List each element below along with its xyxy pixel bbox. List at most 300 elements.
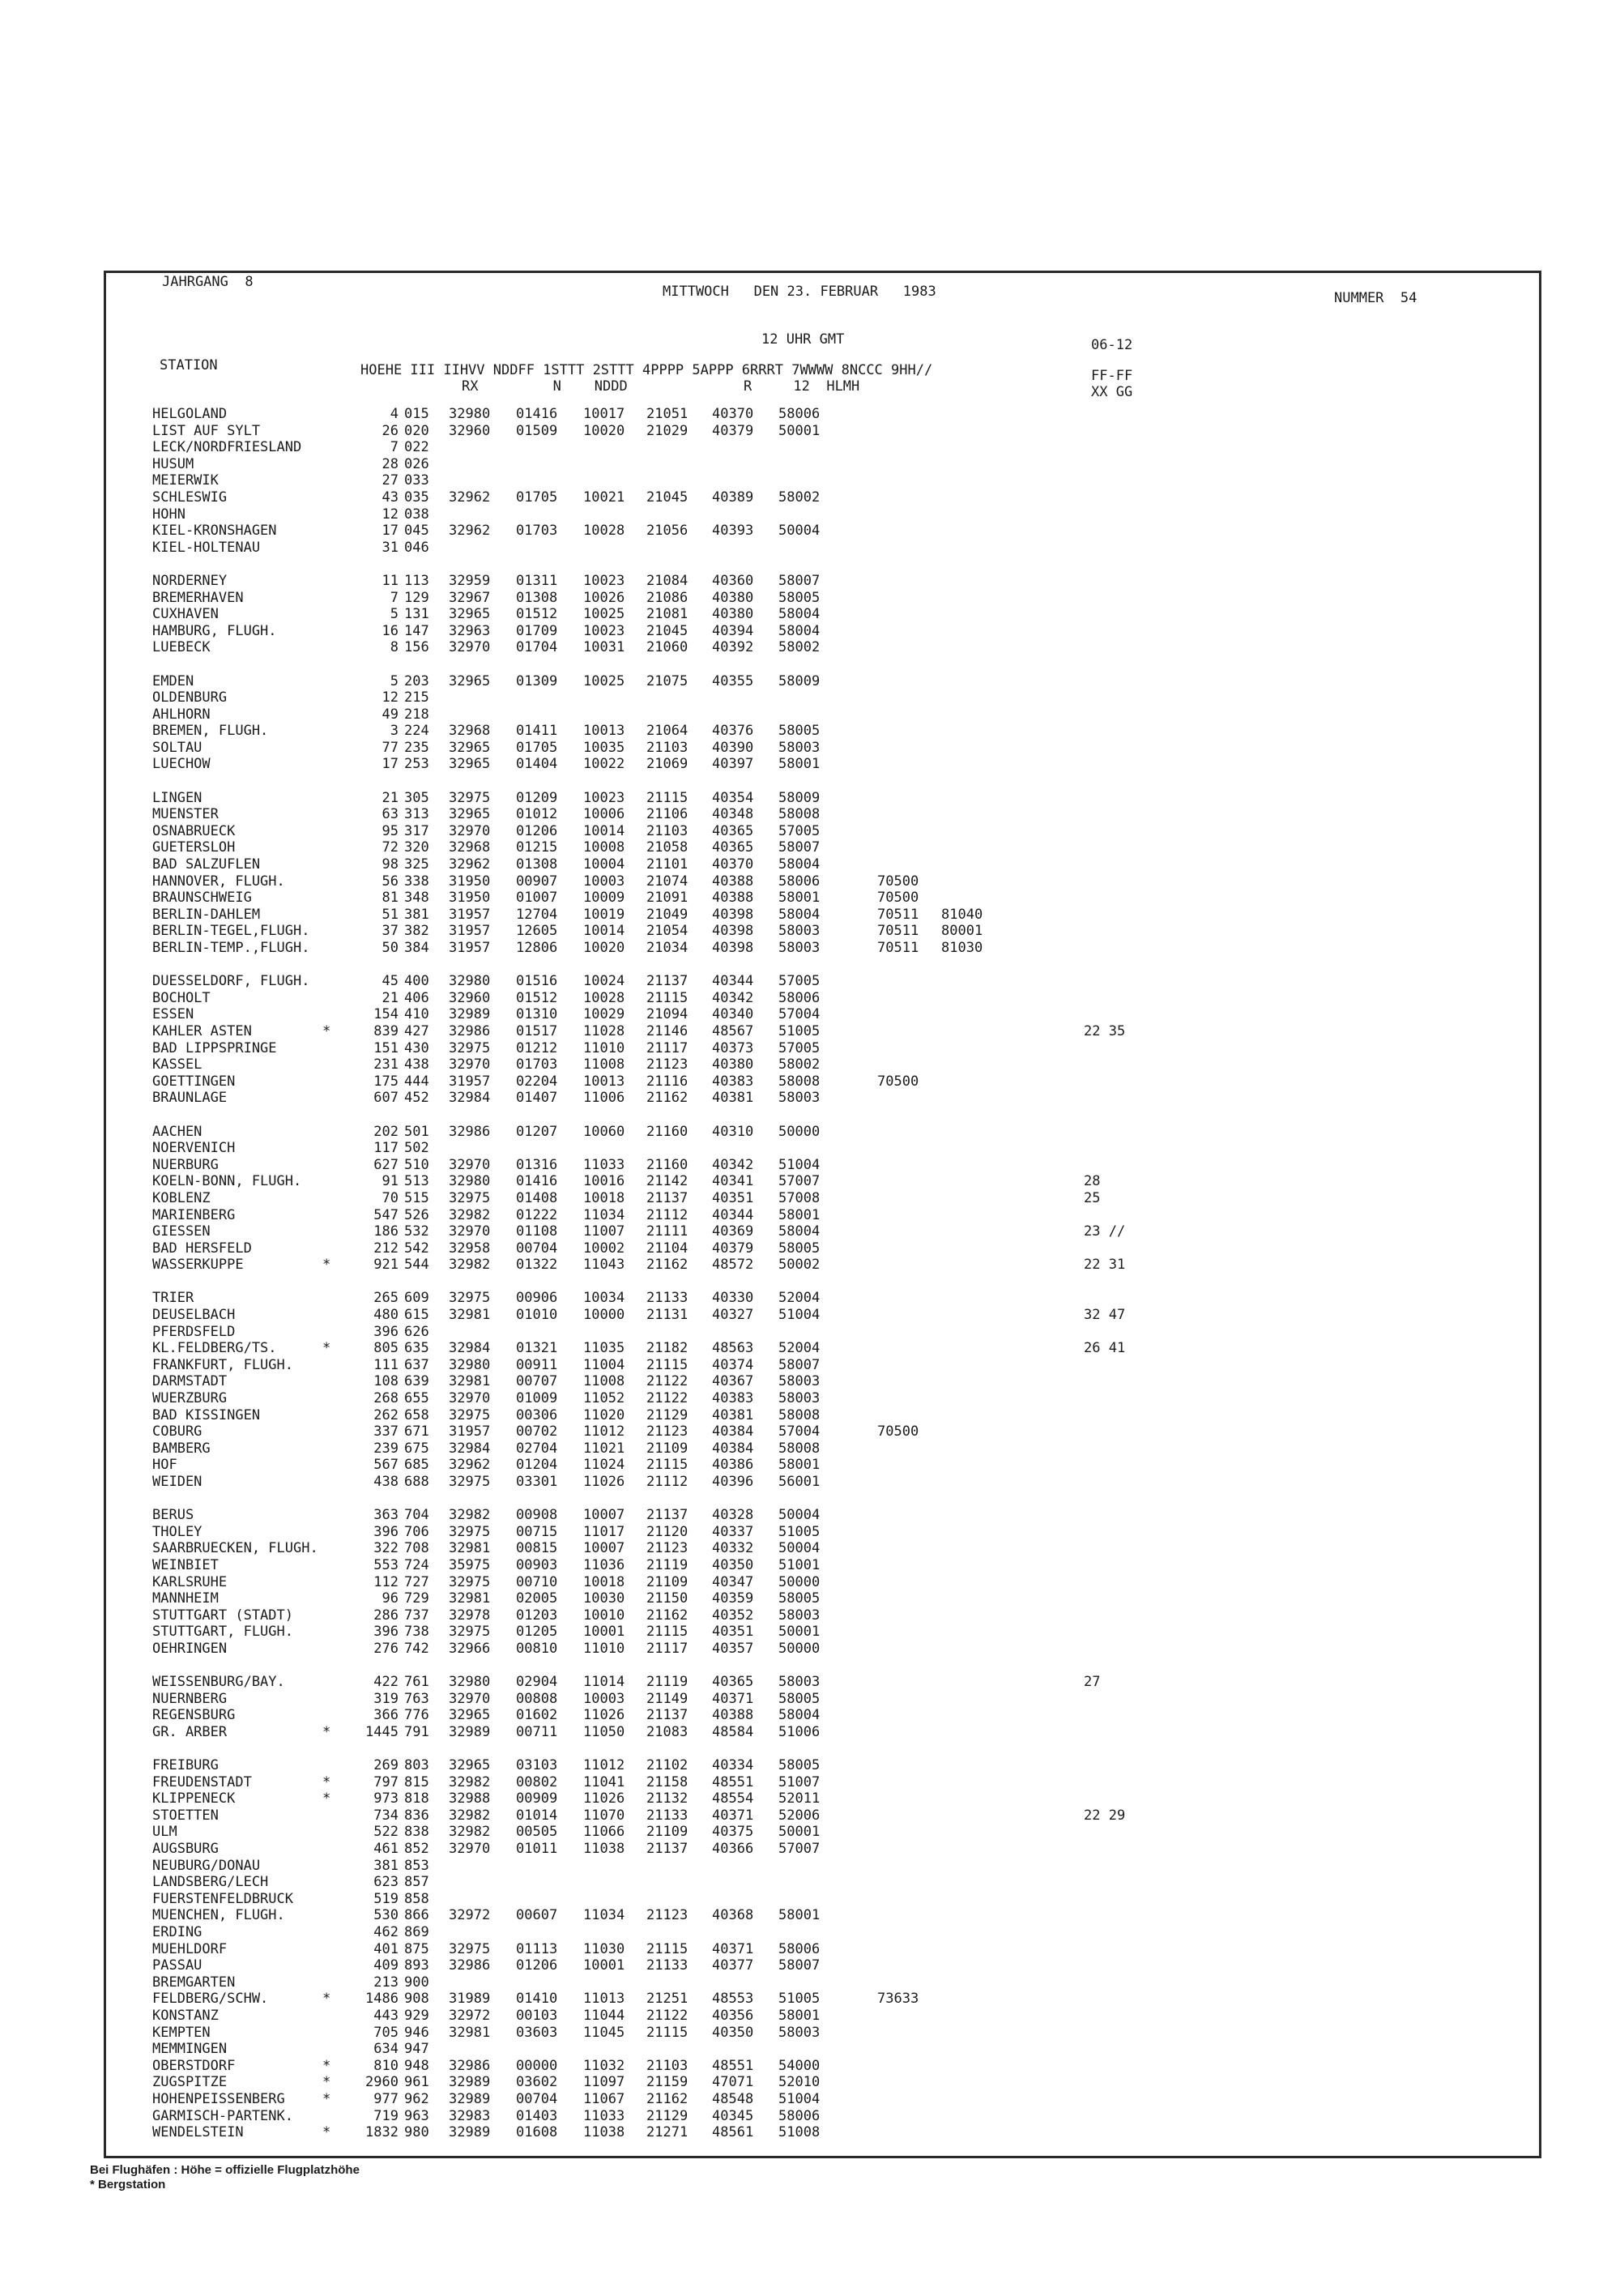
stt2-value: 21086 <box>646 589 688 606</box>
nddff-value: 01705 <box>516 489 558 506</box>
appp-value: 52011 <box>778 1790 821 1807</box>
hoehe-value: 1486 <box>365 1991 399 2008</box>
pppp-value: 40388 <box>712 1707 754 1724</box>
pppp-value: 40328 <box>712 1507 754 1524</box>
hoehe-value: 519 <box>373 1890 399 1907</box>
appp-value: 58003 <box>778 1373 821 1390</box>
station-name: OBERSTDORF <box>152 2057 236 2074</box>
stt1-value: 10019 <box>583 906 625 923</box>
nddff-value: 02005 <box>516 1590 558 1607</box>
stt2-value: 21137 <box>646 973 688 990</box>
iii-value: 908 <box>404 1991 429 2008</box>
hoehe-value: 5 <box>390 606 399 623</box>
appp-value: 52004 <box>778 1290 821 1307</box>
iihvv-value: 32981 <box>449 2024 491 2041</box>
iii-value: 727 <box>404 1573 429 1590</box>
hoehe-value: 734 <box>373 1807 399 1824</box>
pppp-value: 40370 <box>712 856 754 873</box>
nddff-value: 01308 <box>516 856 558 873</box>
iihvv-value: 32975 <box>449 1474 491 1490</box>
iii-value: 406 <box>404 989 429 1006</box>
station-name: AACHEN <box>152 1123 202 1140</box>
stt2-value: 21133 <box>646 1290 688 1307</box>
stt2-value: 21116 <box>646 1073 688 1090</box>
station-row <box>152 990 1529 1007</box>
iihvv-value: 32975 <box>449 1523 491 1540</box>
nddff-value: 01416 <box>516 1173 558 1190</box>
hoehe-value: 5 <box>390 672 399 689</box>
stt1-value: 10003 <box>583 1690 625 1707</box>
stt1-value: 11044 <box>583 2008 625 2024</box>
station-name: FELDBERG/SCHW. <box>152 1991 269 2008</box>
pppp-value: 40345 <box>712 2107 754 2124</box>
pppp-value: 40377 <box>712 1957 754 1974</box>
stt1-value: 10028 <box>583 989 625 1006</box>
nddff-value: 00810 <box>516 1640 558 1657</box>
station-name: BERLIN-DAHLEM <box>152 906 261 923</box>
nddff-value: 00704 <box>516 1240 558 1257</box>
stt1-value: 11050 <box>583 1723 625 1740</box>
station-row <box>152 1240 1529 1257</box>
station-name: OSNABRUECK <box>152 822 236 839</box>
station-name: KOELN-BONN, FLUGH. <box>152 1173 302 1190</box>
hoehe-value: 553 <box>373 1556 399 1573</box>
appp-value: 58004 <box>778 1707 821 1724</box>
iihvv-value: 31950 <box>449 873 491 890</box>
nddff-value: 01206 <box>516 1957 558 1974</box>
pppp-value: 40371 <box>712 1940 754 1957</box>
station-row <box>152 472 1529 489</box>
iii-value: 609 <box>404 1290 429 1307</box>
station-name: REGENSBURG <box>152 1707 236 1724</box>
stt1-value: 10025 <box>583 672 625 689</box>
station-row <box>152 1991 1529 2008</box>
nddff-value: 00702 <box>516 1423 558 1440</box>
hoehe-value: 212 <box>373 1240 399 1257</box>
appp-value: 58003 <box>778 1090 821 1107</box>
appp-value: 57008 <box>778 1189 821 1206</box>
station-row <box>152 2058 1529 2075</box>
station-name: MEIERWIK <box>152 472 219 489</box>
nddff-value: 01113 <box>516 1940 558 1957</box>
stt1-value: 11024 <box>583 1457 625 1474</box>
iii-value: 410 <box>404 1006 429 1023</box>
iii-value: 761 <box>404 1674 429 1691</box>
appp-value: 51005 <box>778 1022 821 1039</box>
station-row <box>152 1324 1529 1341</box>
iihvv-value: 32975 <box>449 1189 491 1206</box>
appp-value: 58004 <box>778 856 821 873</box>
iii-value: 706 <box>404 1523 429 1540</box>
appp-value: 58003 <box>778 2024 821 2041</box>
station-row <box>152 1707 1529 1724</box>
nddff-value: 01204 <box>516 1457 558 1474</box>
station-name: LECK/NORDFRIESLAND <box>152 439 302 456</box>
appp-value: 58005 <box>778 589 821 606</box>
stt1-value: 11014 <box>583 1674 625 1691</box>
hoehe-value: 607 <box>373 1090 399 1107</box>
station-row <box>152 1774 1529 1791</box>
station-row <box>152 689 1529 706</box>
station-name: LANDSBERG/LECH <box>152 1874 269 1891</box>
hoehe-value: 111 <box>373 1356 399 1373</box>
stt2-value: 21137 <box>646 1707 688 1724</box>
appp-value: 58007 <box>778 572 821 589</box>
stt2-value: 21131 <box>646 1307 688 1324</box>
iii-value: 325 <box>404 856 429 873</box>
station-row <box>152 2025 1529 2042</box>
hoehe-value: 810 <box>373 2057 399 2074</box>
iihvv-value: 32989 <box>449 2074 491 2091</box>
hoehe-value: 8 <box>390 639 399 656</box>
nddff-value: 01404 <box>516 756 558 773</box>
iihvv-value: 32967 <box>449 589 491 606</box>
hoehe-value: 117 <box>373 1140 399 1157</box>
hoehe-value: 3 <box>390 723 399 740</box>
station-row <box>152 1590 1529 1607</box>
stt2-value: 21045 <box>646 622 688 639</box>
nddff-value: 12704 <box>516 906 558 923</box>
iii-value: 384 <box>404 940 429 956</box>
hoehe-value: 522 <box>373 1824 399 1841</box>
hoehe-value: 623 <box>373 1874 399 1891</box>
station-name: LUECHOW <box>152 756 211 773</box>
hoehe-value: 63 <box>382 806 399 823</box>
hoehe-value: 45 <box>382 973 399 990</box>
iihvv-value: 32968 <box>449 839 491 856</box>
iii-value: 501 <box>404 1123 429 1140</box>
pppp-value: 40388 <box>712 890 754 907</box>
nddff-value: 01310 <box>516 1006 558 1023</box>
iii-value: 381 <box>404 906 429 923</box>
pppp-value: 40375 <box>712 1824 754 1841</box>
pppp-value: 40365 <box>712 822 754 839</box>
hoehe-value: 396 <box>373 1624 399 1641</box>
stt2-value: 21115 <box>646 989 688 1006</box>
iii-value: 948 <box>404 2057 429 2074</box>
stt1-value: 10017 <box>583 406 625 422</box>
station-row <box>152 673 1529 690</box>
stt1-value: 11035 <box>583 1340 625 1357</box>
station-row <box>152 740 1529 757</box>
pppp-value: 48548 <box>712 2090 754 2107</box>
iii-value: 980 <box>404 2124 429 2141</box>
pppp-value: 40381 <box>712 1090 754 1107</box>
iii-value: 544 <box>404 1257 429 1274</box>
iii-value: 513 <box>404 1173 429 1190</box>
station-row <box>152 839 1529 856</box>
iihvv-value: 32984 <box>449 1340 491 1357</box>
station-row <box>152 489 1529 506</box>
iii-value: 382 <box>404 923 429 940</box>
stt2-value: 21081 <box>646 606 688 623</box>
hoehe-value: 719 <box>373 2107 399 2124</box>
iihvv-value: 32980 <box>449 406 491 422</box>
stt2-value: 21111 <box>646 1223 688 1240</box>
station-name: NOERVENICH <box>152 1140 236 1157</box>
station-name: WASSERKUPPE <box>152 1257 244 1274</box>
station-row <box>152 1140 1529 1157</box>
station-row <box>152 890 1529 907</box>
iii-value: 338 <box>404 873 429 890</box>
station-name: THOLEY <box>152 1523 202 1540</box>
nddff-value: 01311 <box>516 572 558 589</box>
nddff-value: 01207 <box>516 1123 558 1140</box>
mountain-marker: * <box>322 1790 331 1807</box>
iii-value: 444 <box>404 1073 429 1090</box>
station-row <box>152 1090 1529 1107</box>
pppp-value: 40398 <box>712 906 754 923</box>
station-name: WEIDEN <box>152 1474 202 1490</box>
iii-value: 946 <box>404 2024 429 2041</box>
stt2-value: 21162 <box>646 1607 688 1624</box>
hoehe-value: 396 <box>373 1523 399 1540</box>
pppp-value: 40337 <box>712 1523 754 1540</box>
stt1-value: 11067 <box>583 2090 625 2107</box>
nddff-value: 00808 <box>516 1690 558 1707</box>
iihvv-value: 32981 <box>449 1540 491 1557</box>
stt2-value: 21133 <box>646 1807 688 1824</box>
hoehe-value: 51 <box>382 906 399 923</box>
appp-value: 57004 <box>778 1423 821 1440</box>
station-name: BOCHOLT <box>152 989 211 1006</box>
iii-value: 857 <box>404 1874 429 1891</box>
station-name: FREUDENSTADT <box>152 1773 252 1790</box>
stt2-value: 21074 <box>646 873 688 890</box>
pppp-value: 40327 <box>712 1307 754 1324</box>
iihvv-value: 32986 <box>449 1957 491 1974</box>
iii-value: 635 <box>404 1340 429 1357</box>
station-name: MUEHLDORF <box>152 1940 228 1957</box>
wwww-value: 70500 <box>877 1073 919 1090</box>
hoehe-value: 231 <box>373 1056 399 1073</box>
nddff-value: 00306 <box>516 1406 558 1423</box>
iii-value: 317 <box>404 822 429 839</box>
station-row <box>152 2091 1529 2108</box>
station-row <box>152 1407 1529 1424</box>
appp-value: 51004 <box>778 2090 821 2107</box>
stt2-value: 21106 <box>646 806 688 823</box>
station-name: EMDEN <box>152 672 194 689</box>
pppp-value: 40354 <box>712 789 754 806</box>
stt1-value: 10013 <box>583 1073 625 1090</box>
iihvv-value: 32962 <box>449 523 491 540</box>
station-name: BAMBERG <box>152 1440 211 1457</box>
hoehe-value: 401 <box>373 1940 399 1957</box>
station-row <box>152 723 1529 740</box>
iii-value: 963 <box>404 2107 429 2124</box>
nddff-value: 03603 <box>516 2024 558 2041</box>
stt1-value: 10020 <box>583 422 625 439</box>
pppp-value: 40369 <box>712 1223 754 1240</box>
station-name: GUETERSLOH <box>152 839 236 856</box>
hoehe-value: 213 <box>373 1974 399 1991</box>
station-name: BAD SALZUFLEN <box>152 856 261 873</box>
iihvv-value: 32970 <box>449 1390 491 1407</box>
nddff-value: 01014 <box>516 1807 558 1824</box>
iii-value: 532 <box>404 1223 429 1240</box>
station-row <box>152 1674 1529 1691</box>
iii-value: 852 <box>404 1841 429 1858</box>
appp-value: 58004 <box>778 906 821 923</box>
appp-value: 57005 <box>778 973 821 990</box>
pppp-value: 40379 <box>712 422 754 439</box>
station-row <box>152 856 1529 873</box>
station-name: KIEL-HOLTENAU <box>152 539 261 556</box>
stt2-value: 21120 <box>646 1523 688 1540</box>
footnote-mountain-station: * Bergstation <box>90 2178 166 2191</box>
station-row <box>152 606 1529 623</box>
pppp-value: 40398 <box>712 923 754 940</box>
stt1-value: 10021 <box>583 489 625 506</box>
date-label: MITTWOCH DEN 23. FEBRUAR 1983 <box>663 284 936 300</box>
wwww-value: 70500 <box>877 1423 919 1440</box>
iihvv-value: 32989 <box>449 2124 491 2141</box>
stt2-value: 21112 <box>646 1206 688 1223</box>
iihvv-value: 32965 <box>449 756 491 773</box>
hoehe-value: 322 <box>373 1540 399 1557</box>
iii-value: 838 <box>404 1824 429 1841</box>
hoehe-value: 77 <box>382 739 399 756</box>
stt1-value: 11036 <box>583 1556 625 1573</box>
appp-value: 58006 <box>778 989 821 1006</box>
pppp-value: 40384 <box>712 1440 754 1457</box>
hoehe-value: 49 <box>382 706 399 723</box>
wwww-value: 70500 <box>877 873 919 890</box>
iii-value: 452 <box>404 1090 429 1107</box>
pppp-value: 40367 <box>712 1373 754 1390</box>
iii-value: 320 <box>404 839 429 856</box>
hoehe-value: 363 <box>373 1507 399 1524</box>
stt1-value: 10000 <box>583 1307 625 1324</box>
appp-value: 58001 <box>778 1907 821 1924</box>
stt1-value: 11021 <box>583 1440 625 1457</box>
stt2-value: 21109 <box>646 1440 688 1457</box>
station-row <box>152 1457 1529 1474</box>
station-row <box>152 2041 1529 2058</box>
iii-value: 869 <box>404 1924 429 1941</box>
iii-value: 015 <box>404 406 429 422</box>
pppp-value: 40370 <box>712 406 754 422</box>
stt1-value: 11012 <box>583 1423 625 1440</box>
station-name: ZUGSPITZE <box>152 2074 228 2091</box>
stt2-value: 21150 <box>646 1590 688 1607</box>
stt1-value: 10035 <box>583 739 625 756</box>
stt2-value: 21115 <box>646 2024 688 2041</box>
pppp-value: 40381 <box>712 1406 754 1423</box>
iii-value: 929 <box>404 2008 429 2024</box>
hoehe-value: 1445 <box>365 1723 399 1740</box>
iihvv-value: 32988 <box>449 1790 491 1807</box>
pppp-value: 40380 <box>712 1056 754 1073</box>
station-row <box>152 1423 1529 1440</box>
iihvv-value: 32965 <box>449 739 491 756</box>
wwww-value: 70500 <box>877 890 919 907</box>
station-row <box>152 1757 1529 1774</box>
appp-value: 52004 <box>778 1340 821 1357</box>
stt1-value: 10009 <box>583 890 625 907</box>
iihvv-value: 32958 <box>449 1240 491 1257</box>
pppp-value: 40376 <box>712 723 754 740</box>
ff-value: 23 // <box>1084 1223 1126 1240</box>
nddff-value: 01512 <box>516 606 558 623</box>
nddff-value: 01308 <box>516 589 558 606</box>
nddff-value: 01411 <box>516 723 558 740</box>
stt1-value: 10004 <box>583 856 625 873</box>
nddff-value: 00815 <box>516 1540 558 1557</box>
station-row <box>152 1056 1529 1073</box>
appp-value: 58004 <box>778 1223 821 1240</box>
iii-value: 836 <box>404 1807 429 1824</box>
station-row <box>152 590 1529 607</box>
station-row <box>152 1624 1529 1641</box>
station-name: HOF <box>152 1457 177 1474</box>
station-name: DARMSTADT <box>152 1373 228 1390</box>
hoehe-value: 95 <box>382 822 399 839</box>
nddff-value: 01209 <box>516 789 558 806</box>
station-row <box>152 1124 1529 1141</box>
pppp-value: 40344 <box>712 1206 754 1223</box>
station-name: LINGEN <box>152 789 202 806</box>
pppp-value: 48551 <box>712 1773 754 1790</box>
hoehe-value: 202 <box>373 1123 399 1140</box>
stt2-value: 21162 <box>646 1257 688 1274</box>
nddff-value: 01205 <box>516 1624 558 1641</box>
stt1-value: 11026 <box>583 1790 625 1807</box>
iii-value: 253 <box>404 756 429 773</box>
nddff-value: 01408 <box>516 1189 558 1206</box>
station-name: MUENSTER <box>152 806 219 823</box>
hoehe-value: 28 <box>382 455 399 472</box>
iii-value: 022 <box>404 439 429 456</box>
hoehe-value: 461 <box>373 1841 399 1858</box>
pppp-value: 40383 <box>712 1073 754 1090</box>
appp-value: 58003 <box>778 940 821 956</box>
station-row <box>152 1907 1529 1924</box>
station-name: FUERSTENFELDBRUCK <box>152 1890 293 1907</box>
station-name: SAARBRUECKEN, FLUGH. <box>152 1540 318 1557</box>
appp-value: 50001 <box>778 422 821 439</box>
hoehe-value: 276 <box>373 1640 399 1657</box>
iii-value: 033 <box>404 472 429 489</box>
iii-value: 708 <box>404 1540 429 1557</box>
station-name: KLIPPENECK <box>152 1790 236 1807</box>
group-spacer <box>152 773 1529 790</box>
iii-value: 675 <box>404 1440 429 1457</box>
iihvv-value: 32960 <box>449 989 491 1006</box>
nddff-value: 01222 <box>516 1206 558 1223</box>
nddff-value: 01203 <box>516 1607 558 1624</box>
iihvv-value: 31957 <box>449 1423 491 1440</box>
appp-value: 52010 <box>778 2074 821 2091</box>
stt2-value: 21064 <box>646 723 688 740</box>
hoehe-value: 21 <box>382 989 399 1006</box>
appp-value: 51007 <box>778 1773 821 1790</box>
stt2-value: 21102 <box>646 1757 688 1774</box>
station-row <box>152 1157 1529 1174</box>
stt1-value: 11020 <box>583 1406 625 1423</box>
iii-value: 858 <box>404 1890 429 1907</box>
stt2-value: 21101 <box>646 856 688 873</box>
nddff-value: 01709 <box>516 622 558 639</box>
pppp-value: 40392 <box>712 639 754 656</box>
pppp-value: 40348 <box>712 806 754 823</box>
station-table <box>152 406 1529 2141</box>
group-spacer <box>152 957 1529 974</box>
stt1-value: 11034 <box>583 1907 625 1924</box>
ff-header-line2: XX GG <box>1091 384 1133 400</box>
iii-value: 400 <box>404 973 429 990</box>
